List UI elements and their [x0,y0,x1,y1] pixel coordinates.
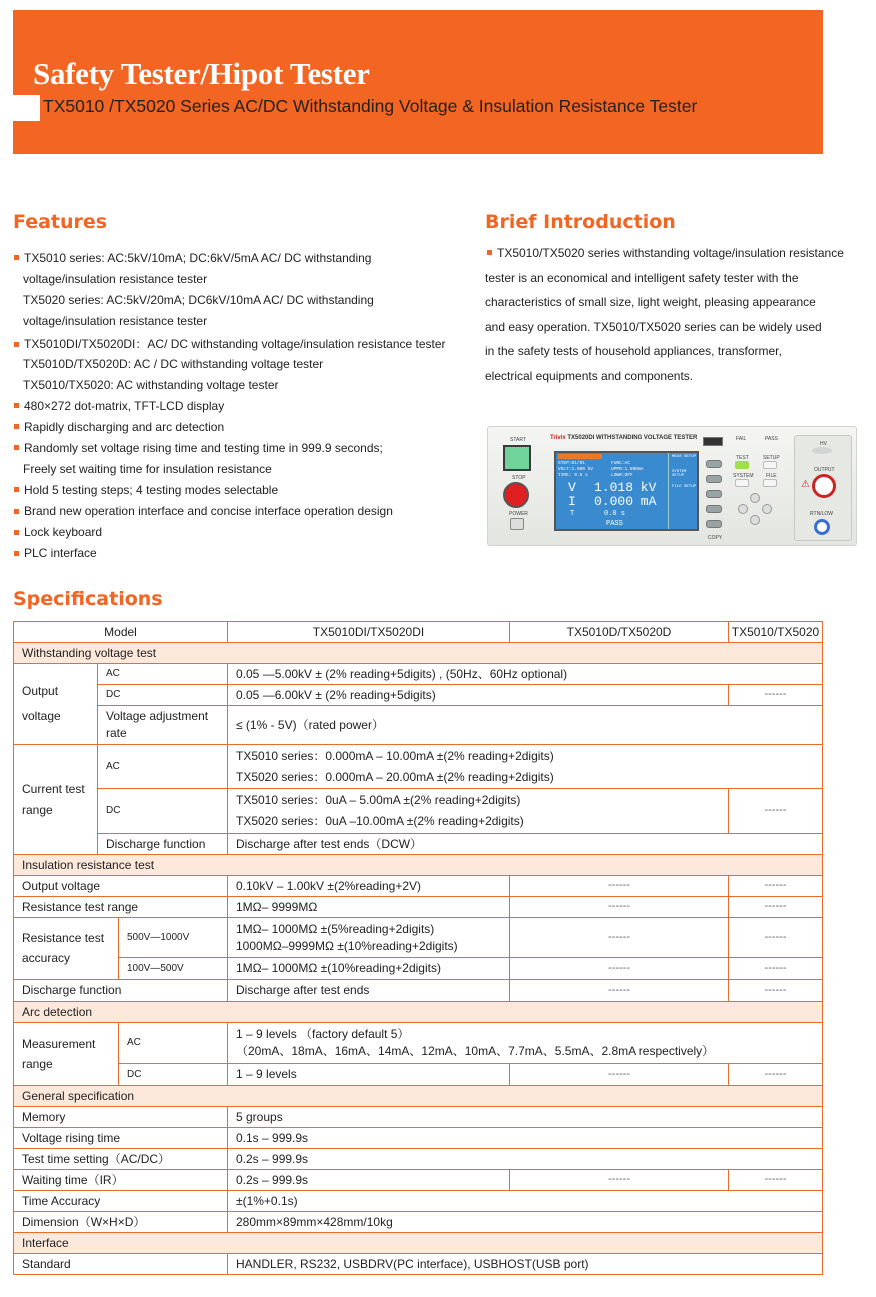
feature-text: voltage/insulation resistance tester [23,314,208,329]
feature-item [14,441,383,455]
hv-indicator [812,447,832,454]
rtn-terminal [814,519,830,535]
output-terminal [812,474,836,498]
label-measurement-range [13,1022,119,1086]
section-insulation: Insulation resistance test [13,854,823,876]
power-label: POWER [509,511,528,517]
bullet-icon [14,445,19,450]
softkey-button [706,490,722,498]
value-dash: ------ [728,957,823,980]
feature-text: Freely set waiting time for insulation resistance [23,462,272,476]
header-col-di: TX5010DI/TX5020DI [227,621,510,643]
label-line: rate [106,726,127,740]
output-label: OUTPUT [814,467,835,473]
screen-status: PASS [606,520,623,528]
intro-text: and easy operation. TX5010/TX5020 series can be widely used [485,319,822,334]
value-adjustment-rate: ≤ (1% - 5V)（rated power） [227,705,823,745]
intro-text: in the safety tests of household appliances, transformer, [485,344,782,358]
label-line: Output [22,684,59,699]
value-dash: ------ [728,917,823,958]
label-line: Resistance test [22,931,105,946]
device-screen [554,451,699,531]
sublabel-dc: DC [118,1063,228,1086]
value-line: TX5020 series：0uA –10.00mA ±(2% reading+2digits) [236,814,524,828]
value-current-ac [227,744,823,789]
sublabel-100-500v: 100V—500V [118,957,228,980]
bullet-icon [14,424,19,429]
file-button [763,479,777,487]
softkey-button [706,505,722,513]
specifications-table [13,621,823,1282]
sublabel-dc: DC [97,788,228,834]
value-dash: ------ [728,1169,823,1191]
fail-label: FAIL [736,436,747,442]
screen-lowr: LOWR:OFF [611,473,633,478]
value-current-dc [227,788,729,834]
row-label-current-range [13,744,98,855]
feature-item [23,462,272,476]
arrow-up-icon [750,493,760,503]
value-dash: ------ [509,896,729,918]
label-line: Voltage adjustment [106,709,209,724]
system-button [735,479,749,487]
rtn-label: RTN/LOW [810,511,833,517]
value-time-accuracy: ±(1%+0.1s) [227,1190,823,1212]
value-rising-time: 0.1s – 999.9s [227,1127,823,1149]
setup-label: SETUP [763,455,780,461]
arrow-left-icon [738,504,748,514]
value-dash: ------ [509,979,729,1002]
copy-label: COPY [708,535,723,541]
value-ac-voltage: 0.05 —5.00kV ± (2% reading+5digits) , (50Hz、60Hz optional) [227,663,823,685]
value-dash: ------ [509,957,729,980]
value-line: TX5020 series：0.000mA – 20.00mA ±(2% reading+2digits) [236,769,554,784]
bullet-icon [14,342,19,347]
features-heading: Features [13,211,108,233]
sublabel-ac: AC [97,663,228,685]
label-dimension: Dimension（W×H×D） [13,1211,228,1233]
feature-text: Rapidly discharging and arc detection [24,419,225,434]
value-dash: ------ [509,917,729,958]
intro-line [485,271,799,285]
sublabel-ac: AC [118,1022,228,1064]
setup-button [763,461,777,469]
label-resistance-accuracy [13,917,119,980]
intro-text: TX5010/TX5020 series withstanding voltage/insulation resistance [497,246,844,260]
value-dash: ------ [728,788,823,834]
value-line: TX5010 series：0uA – 5.00mA ±(2% reading+2digits) [236,793,521,808]
value-test-time: 0.2s – 999.9s [227,1148,823,1170]
header-col-base: TX5010/TX5020 [728,621,823,643]
feature-item [14,546,97,560]
value-dash: ------ [728,1063,823,1086]
banner-notch [13,95,40,121]
section-withstanding: Withstanding voltage test [13,642,823,664]
test-button [735,461,749,469]
feature-text: TX5010 series: AC:5kV/10mA; DC:6kV/5mA AC/ DC withstanding [24,251,372,265]
section-interface: Interface [13,1232,823,1254]
power-button [510,518,524,530]
screen-v-label: V [568,480,576,495]
warning-icon: ⚠ [801,479,810,490]
feature-item [14,504,393,518]
value-dimension: 280mm×89mm×428mm/10kg [227,1211,823,1233]
value-dash: ------ [509,1169,729,1191]
feature-text: Lock keyboard [24,525,103,540]
page-subtitle: TX5010 /TX5020 Series AC/DC Withstanding Voltage & Insulation Resistance Tester [43,96,698,116]
specs-heading: Specifications [13,588,163,610]
intro-line [485,344,782,358]
value-dash: ------ [728,684,823,706]
section-general: General specification [13,1085,823,1107]
stop-label: STOP [512,475,526,481]
sublabel-adjustment-rate [97,705,228,745]
feature-item [23,378,279,392]
feature-text: PLC interface [24,546,97,561]
usb-port [703,437,723,446]
intro-line [485,295,816,309]
header-col-d: TX5010D/TX5020D [509,621,729,643]
feature-text: Hold 5 testing steps; 4 testing modes selectable [24,483,279,498]
label-line: range [22,1056,53,1071]
bullet-icon [487,250,492,255]
bullet-icon [14,403,19,408]
softkey-button [706,520,722,528]
feature-item [14,483,278,497]
intro-text: characteristics of small size, light weight, pleasing appearance [485,295,816,309]
arrow-down-icon [750,515,760,525]
value-waiting-time: 0.2s – 999.9s [227,1169,510,1191]
value-arc-dc: 1 – 9 levels [227,1063,510,1086]
label-line: range [22,802,53,817]
value-standard: HANDLER, RS232, USBDRV(PC interface), USBHOST(USB port) [227,1253,823,1275]
sublabel-dc: DC [97,684,228,706]
feature-text: TX5010/TX5020: AC withstanding voltage tester [23,377,279,392]
screen-t-value: 0.0 s [604,510,626,518]
softkey-label: SYSTEM SETUP [672,470,687,478]
screen-i-label: I [568,494,576,509]
screen-i-value: 0.000 mA [594,494,657,509]
bullet-icon [14,551,19,556]
value-dash: ------ [728,896,823,918]
screen-title-bar [558,454,602,459]
feature-item [14,420,224,434]
value-dc-voltage: 0.05 —6.00kV ± (2% reading+5digits) [227,684,729,706]
label-test-time: Test time setting（AC/DC） [13,1148,228,1170]
screen-time: TIME: 0.5 s [558,473,588,478]
brand-logo: Trivix [550,435,566,441]
feature-item [23,314,207,328]
feature-text: TX5010DI/TX5020DI：AC/ DC withstanding voltage/insulation resistance tester [24,337,446,352]
screen-uppr: UPPR:1.000mA [611,467,644,472]
value-dash: ------ [509,1063,729,1086]
value-dash: ------ [728,979,823,1002]
value-ir-output-voltage: 0.10kV – 1.00kV ±(2%reading+2V) [227,875,510,897]
label-ir-discharge: Discharge function [13,979,228,1002]
bullet-icon [14,487,19,492]
header-model: Model [13,621,228,643]
section-arc: Arc detection [13,1001,823,1023]
screen-v-value: 1.018 kV [594,480,657,495]
sublabel-ac: AC [97,744,228,789]
feature-text: 480×272 dot-matrix, TFT-LCD display [24,398,225,413]
start-label: START [510,437,526,443]
value-line: 1000MΩ–9999MΩ ±(10%reading+2digits) [236,938,458,953]
label-memory: Memory [13,1106,228,1128]
label-resistance-range: Resistance test range [13,896,228,918]
bullet-icon [14,530,19,535]
pass-label: PASS [765,436,778,442]
value-discharge-dcw: Discharge after test ends（DCW） [227,833,823,855]
softkey-label: FILE SETUP [672,485,697,489]
value-accuracy-high [227,917,510,958]
label-waiting-time: Waiting time（IR） [13,1169,228,1191]
bullet-icon [14,509,19,514]
feature-item [23,272,207,286]
value-line: TX5010 series：0.000mA – 10.00mA ±(2% reading+2digits) [236,748,554,763]
intro-text: electrical equipments and components. [485,368,694,383]
feature-item [14,335,446,352]
screen-volt: VOLT:1.000 kV [558,467,594,472]
softkey-button [706,475,722,483]
value-accuracy-low: 1MΩ– 1000MΩ ±(10%reading+2digits) [227,957,510,980]
intro-line [485,320,822,334]
feature-text: TX5010D/TX5020D: AC / DC withstanding voltage tester [23,356,324,371]
sublabel-500-1000v: 500V—1000V [118,917,228,958]
header-banner [13,10,823,154]
softkey-button [706,460,722,468]
label-time-accuracy: Time Accuracy [13,1190,228,1212]
value-dash: ------ [509,875,729,897]
test-label: TEST [736,455,749,461]
value-line: （20mA、18mA、16mA、14mA、12mA、10mA、7.7mA、5.5mA、2.8mA respectively） [236,1044,715,1058]
intro-heading: Brief Introduction [485,211,676,233]
feature-text: Randomly set voltage rising time and testing time in 999.9 seconds; [24,440,383,455]
label-line: accuracy [22,951,71,965]
feature-text: TX5020 series: AC:5kV/20mA; DC6kV/10mA AC/ DC withstanding [23,293,374,308]
file-label: FILE [766,473,777,479]
screen-step: STEP:01/01 [558,461,586,466]
intro-line [485,369,693,383]
hv-label: HV [820,441,827,447]
softkey-label: MEAS SETUP [672,455,697,459]
device-model-label: Trivix TX5020DI WITHSTANDING VOLTAGE TESTER [550,435,698,441]
row-label-output-voltage [13,663,98,745]
value-line: 1 – 9 levels （factory default 5） [236,1027,410,1042]
value-dash: ------ [728,875,823,897]
feature-item [14,251,371,265]
stop-button [503,482,529,508]
value-ir-discharge: Discharge after test ends [227,979,510,1002]
intro-text: tester is an economical and intelligent safety tester with the [485,270,799,285]
feature-text: voltage/insulation resistance tester [23,272,208,287]
start-button [503,445,531,471]
value-line: 1MΩ– 1000MΩ ±(5%reading+2digits) [236,921,435,936]
value-resistance-range: 1MΩ– 9999MΩ [227,896,510,918]
screen-t-label: T [570,510,575,518]
feature-item [23,357,323,371]
value-memory: 5 groups [227,1106,823,1128]
label-line: Current test [22,781,85,796]
feature-item [14,399,224,413]
screen-softkey-panel [668,453,697,529]
label-line: Measurement [22,1036,96,1051]
feature-text: Brand new operation interface and concise interface operation design [24,504,393,519]
arrow-right-icon [762,504,772,514]
value-arc-ac [227,1022,823,1064]
label-ir-output-voltage: Output voltage [13,875,228,897]
feature-item [14,525,102,539]
product-image [487,426,857,546]
system-label: SYSTEM [733,473,754,479]
feature-item [23,293,374,307]
screen-func: FUNC:AC [611,461,630,466]
label-line: voltage [22,709,61,723]
label-standard: Standard [13,1253,228,1275]
label-rising-time: Voltage rising time [13,1127,228,1149]
bullet-icon [14,255,19,260]
intro-line [487,246,844,260]
sublabel-discharge: Discharge function [97,833,228,855]
page-title: Safety Tester/Hipot Tester [33,56,370,91]
